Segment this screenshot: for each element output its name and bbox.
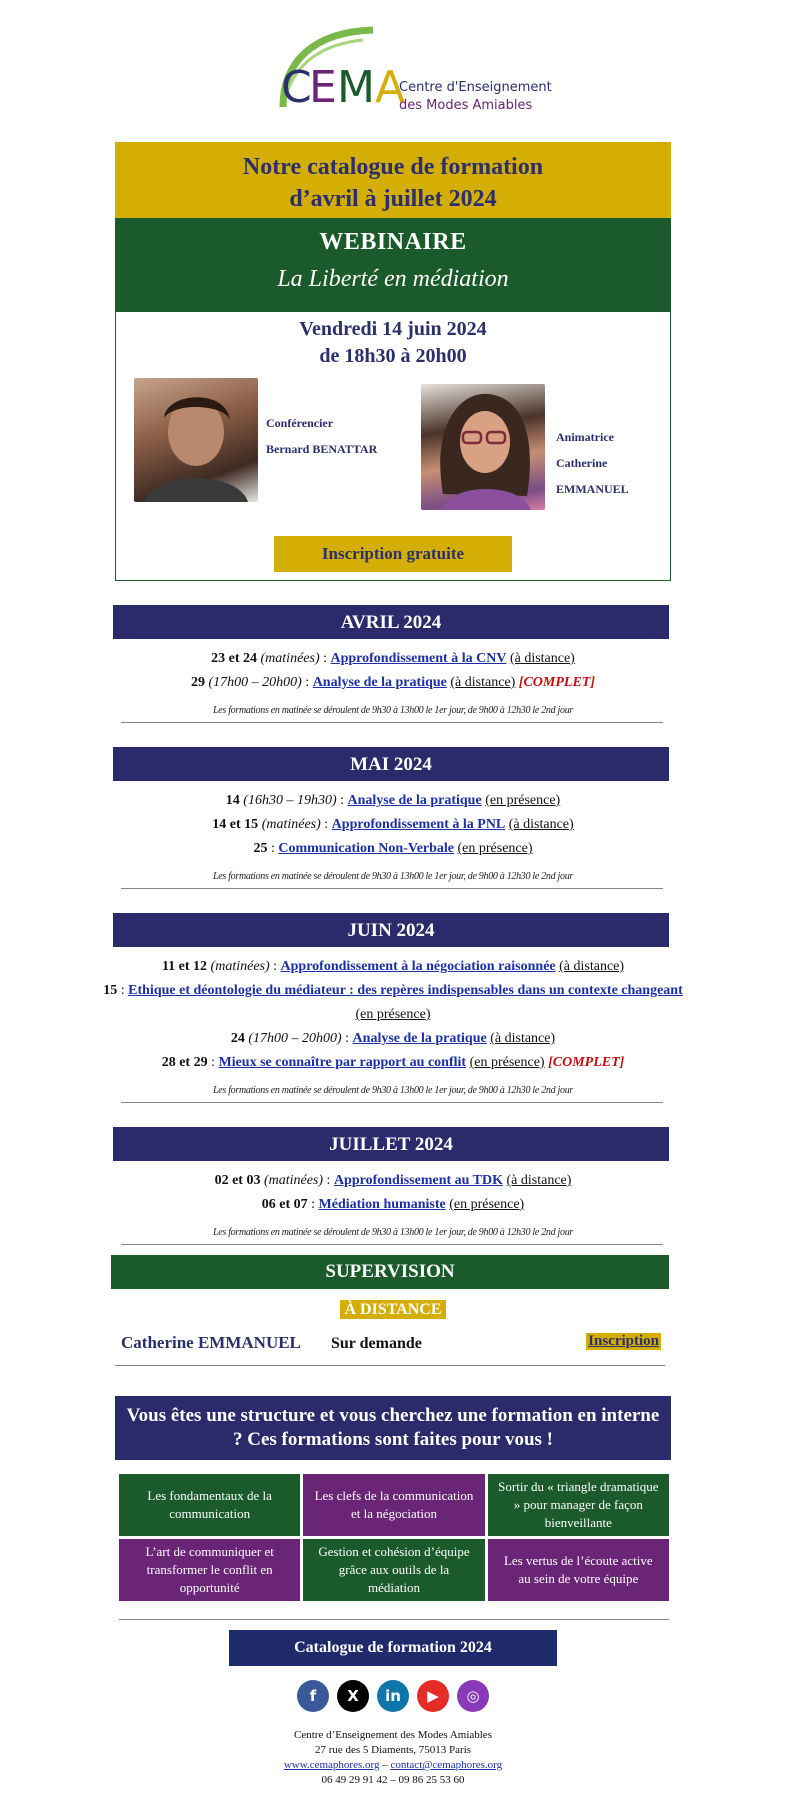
training-dates: 23 et 24 [211,651,258,666]
host-photo [421,384,545,510]
training-dates: 28 et 29 [161,1055,208,1070]
structure-banner: Vous êtes une structure et vous cherchez une formation en interne ? Ces formations sont faites pour vous ! [115,1396,671,1460]
month-header: AVRIL 2024 [113,605,669,639]
facebook-icon[interactable] [297,1680,329,1712]
month-header: JUIN 2024 [113,913,669,947]
footer-phones: 06 49 29 91 42 – 09 86 25 53 60 [321,1774,465,1786]
month-section [93,913,693,1103]
divider [119,1619,669,1620]
training-mode: (à distance) [490,1031,556,1046]
facebook-icon-glyph: f [309,1687,317,1705]
footer-org: Centre d’Enseignement des Modes Amiables [294,1729,492,1741]
training-mode: (en présence) [449,1197,525,1212]
speaker-role: Conférencier [266,416,334,430]
training-mode: (à distance) [509,651,575,666]
training-card[interactable]: Gestion et cohésion d’équipe grâce aux outils de la médiation [303,1539,484,1601]
schedule-note: Les formations en matinée se déroulent de 9h30 à 13h00 le 1er jour, de 9h00 à 12h30 le 2nd jour [213,705,573,716]
training-card[interactable]: L’art de communiquer et transformer le conflit en opportunité [119,1539,300,1601]
training-line [93,837,693,861]
training-sep: : [301,675,313,690]
training-detail: (matinées) [210,959,270,974]
webinar-header [116,218,670,312]
training-sep: : [341,1031,353,1046]
schedule-note: Les formations en matinée se déroulent de 9h30 à 13h00 le 1er jour, de 9h00 à 12h30 le 2nd jour [213,871,573,882]
supervision-mode-badge: À DISTANCE [340,1300,445,1319]
training-sep: : [323,1173,334,1188]
month-header: MAI 2024 [113,747,669,781]
linkedin-icon-glyph: in [385,1687,401,1705]
training-line [93,789,693,813]
training-mode: (à distance) [559,959,625,974]
training-link[interactable]: Ethique et déontologie du médiateur : des repères indispensables dans un contexte changeant [128,983,683,998]
logo-letter-a: A [375,62,406,113]
supervision-registration-link[interactable]: Inscription [588,1333,659,1349]
divider [121,888,663,889]
month-section [93,605,693,723]
complet-badge: [COMPLET] [518,675,596,690]
training-sep: : [320,817,332,832]
logo-letter-c: C [281,62,312,113]
training-detail: (17h00 – 20h00) [208,675,302,690]
training-line [93,647,693,671]
divider [121,1244,663,1245]
footer-dash: – [379,1759,391,1771]
host-role: Animatrice [556,430,614,444]
training-link[interactable]: Médiation humaniste [318,1197,446,1212]
webinar-people [116,378,670,518]
training-link[interactable]: Analyse de la pratique [347,793,482,808]
month-section [93,747,693,889]
webinar-body [116,312,670,580]
month-body [93,639,693,723]
training-link[interactable]: Communication Non-Verbale [278,841,455,856]
webinar-time: de 18h30 à 20h00 [319,345,467,367]
catalogue-2024-button[interactable]: Catalogue de formation 2024 [229,1630,557,1666]
training-card[interactable]: Sortir du « triangle dramatique » pour manager de façon bienveillante [488,1474,669,1536]
training-mode: (à distance) [508,817,574,832]
free-registration-button[interactable]: Inscription gratuite [274,536,512,572]
cema-logo [93,12,693,142]
website-link[interactable]: www.cemaphores.org [283,1759,380,1771]
catalogue-header [115,142,671,218]
speaker-info [266,410,377,462]
training-detail: (matinées) [260,651,320,666]
speaker-name: Bernard BENATTAR [266,442,378,456]
training-sep: : [267,841,279,856]
training-grid [119,1474,669,1601]
training-mode: (en présence) [355,1007,431,1022]
footer [93,1728,693,1788]
training-sep: : [207,1055,219,1070]
training-line [93,1027,693,1051]
newsletter [93,12,693,1788]
training-line [93,1193,693,1217]
training-mode: (à distance) [450,675,516,690]
training-dates: 25 [253,841,268,856]
training-dates: 14 et 15 [212,817,259,832]
training-detail: (17h00 – 20h00) [248,1031,342,1046]
schedule-note: Les formations en matinée se déroulent de 9h30 à 13h00 le 1er jour, de 9h00 à 12h30 le 2nd jour [213,1227,573,1238]
training-link[interactable]: Approfondissement au TDK [333,1173,504,1188]
training-mode: (en présence) [485,793,561,808]
training-link[interactable]: Analyse de la pratique [352,1031,487,1046]
webinar-title: La Liberté en médiation [277,266,509,292]
training-link[interactable]: Approfondissement à la PNL [331,817,506,832]
training-sep: : [117,983,129,998]
schedule-note: Les formations en matinée se déroulent de 9h30 à 13h00 le 1er jour, de 9h00 à 12h30 le 2nd jour [213,1085,573,1096]
speaker-photo [134,378,258,502]
month-section [93,1127,693,1245]
logo-line-1: Centre d'Enseignement [399,80,552,95]
training-link[interactable]: Approfondissement à la CNV [330,651,507,666]
training-card[interactable]: Les vertus de l’écoute active au sein de votre équipe [488,1539,669,1601]
training-line [93,1051,693,1075]
supervision-name: Catherine EMMANUEL [121,1333,301,1352]
linkedin-icon[interactable] [377,1680,409,1712]
divider [121,1102,663,1103]
training-mode: (à distance) [506,1173,572,1188]
training-line [93,671,693,695]
youtube-icon-glyph: ▶ [427,1687,439,1705]
training-card[interactable]: Les clefs de la communication et la négociation [303,1474,484,1536]
month-header: JUILLET 2024 [113,1127,669,1161]
x-icon-glyph: X [347,1687,359,1705]
training-dates: 06 et 07 [261,1197,308,1212]
training-link[interactable]: Mieux se connaître par rapport au conflit [218,1055,467,1070]
supervision-header: SUPERVISION [111,1255,669,1289]
catalogue-title-line-2: d’avril à juillet 2024 [289,186,497,212]
training-dates: 11 et 12 [161,959,208,974]
logo-graphic [263,22,413,122]
training-card[interactable]: Les fondamentaux de la communication [119,1474,300,1536]
training-link[interactable]: Analyse de la pratique [312,675,447,690]
supervision-mode [93,1301,693,1319]
training-detail: (matinées) [261,817,321,832]
month-body [93,781,693,889]
logo-line-2: des Modes Amiables [399,98,533,113]
host-info [556,424,670,502]
instagram-icon-glyph: ◎ [466,1687,480,1705]
month-body [93,947,693,1103]
training-dates: 14 [225,793,240,808]
catalogue-title-line-1: Notre catalogue de formation [242,154,544,180]
webinar-label: WEBINAIRE [319,229,467,255]
training-sep: : [336,793,348,808]
training-sep: : [307,1197,319,1212]
supervision-when: Sur demande [331,1335,422,1352]
divider [121,722,663,723]
footer-links [93,1758,693,1773]
training-detail: (16h30 – 19h30) [243,793,337,808]
training-dates: 15 [103,983,118,998]
webinar-block [115,218,671,581]
training-link[interactable]: Approfondissement à la négociation raisonnée [280,959,556,974]
webinar-date: Vendredi 14 juin 2024 [299,318,487,340]
logo-letter-e: E [309,62,337,113]
social-links [93,1680,693,1716]
training-line [93,813,693,837]
training-detail: (matinées) [263,1173,324,1188]
complet-badge: [COMPLET] [548,1055,625,1070]
supervision-row [115,1329,665,1366]
training-dates: 24 [230,1031,245,1046]
training-mode: (en présence) [469,1055,545,1070]
instagram-icon[interactable] [457,1680,489,1712]
training-line [93,979,693,1027]
training-dates: 02 et 03 [214,1173,261,1188]
x-icon[interactable] [337,1680,369,1712]
training-mode: (en présence) [457,841,533,856]
months-list [93,605,693,1245]
training-line [93,955,693,979]
email-link[interactable]: contact@cemaphores.org [390,1759,503,1771]
training-line [93,1169,693,1193]
logo-letter-m: M [337,62,375,113]
host-name: Catherine EMMANUEL [556,456,629,496]
footer-address: 27 rue des 5 Diaments, 75013 Paris [314,1744,472,1756]
training-sep: : [319,651,331,666]
training-dates: 29 [190,675,205,690]
month-body [93,1161,693,1245]
youtube-icon[interactable] [417,1680,449,1712]
training-sep: : [269,959,281,974]
